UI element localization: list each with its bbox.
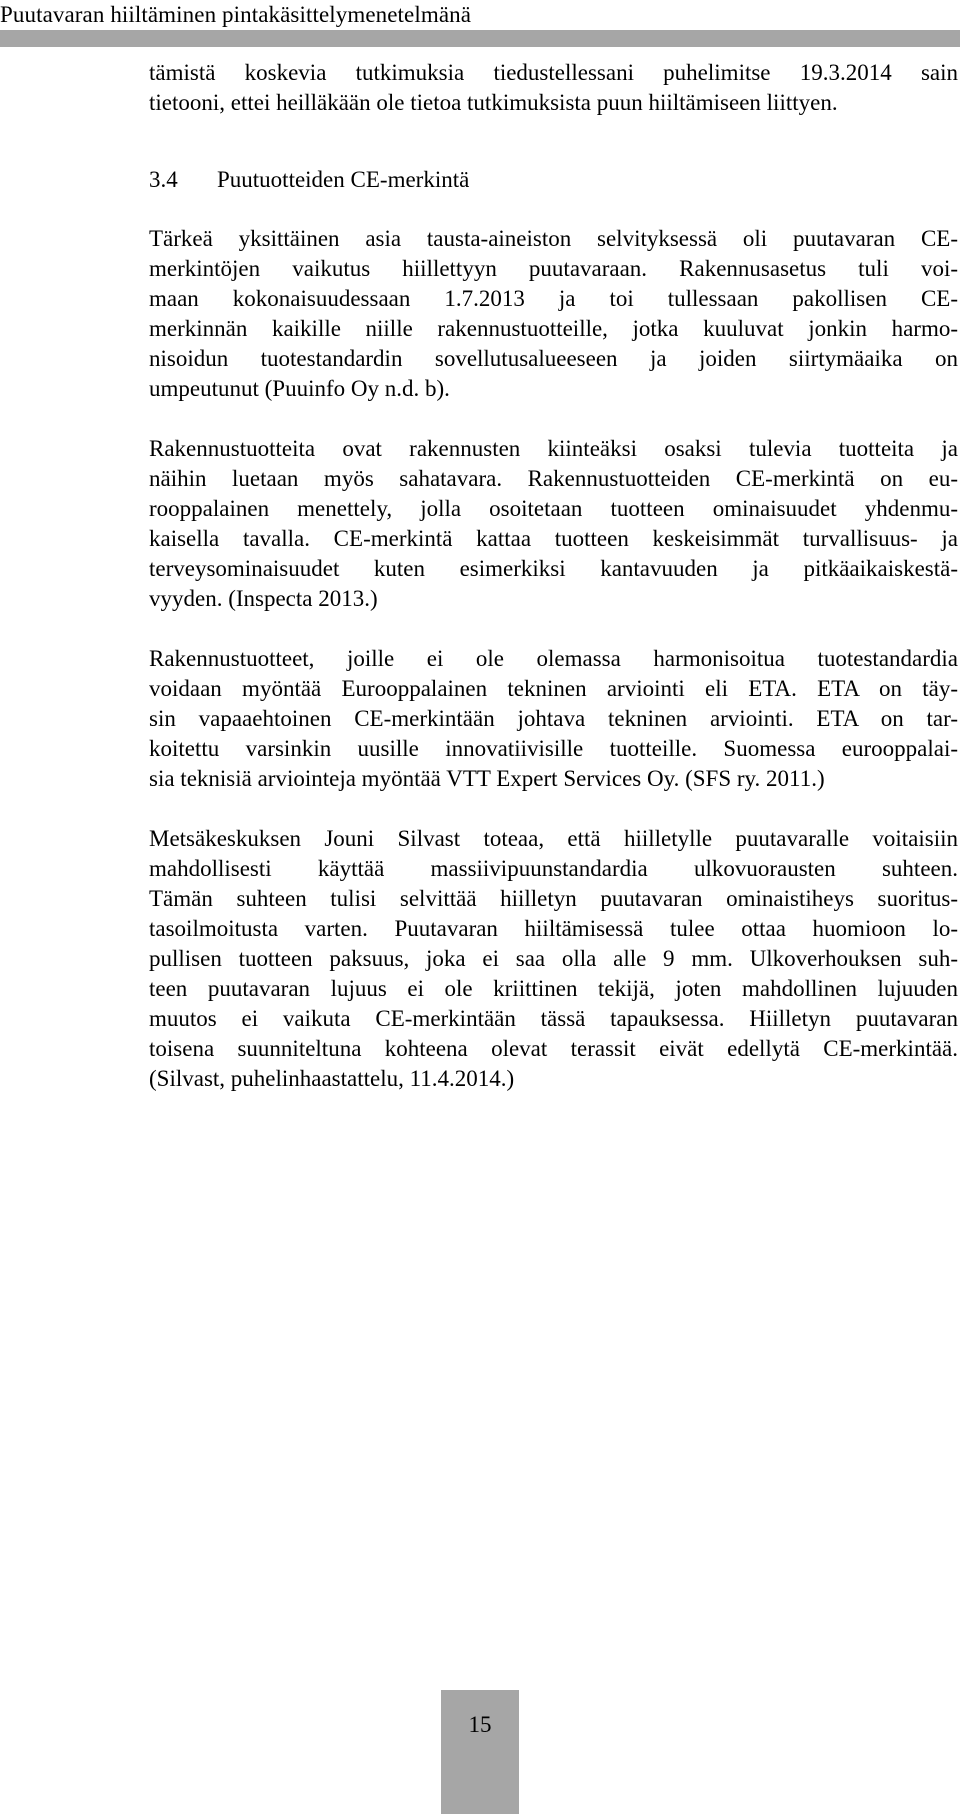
- text-line: näihin luetaan myös sahatavara. Rakennustuotteiden CE-merkintä on eu-: [149, 466, 958, 491]
- text-line: merkintöjen vaikutus hiillettyyn puutavaraan. Rakennusasetus tuli voi-: [149, 256, 958, 281]
- text-line: mahdollisesti käyttää massiivipuunstandardia ulkovuorausten suhteen.: [149, 856, 958, 881]
- text-line: maan kokonaisuudessaan 1.7.2013 ja toi tullessaan pakollisen CE-: [149, 286, 958, 311]
- text-line: tämistä koskevia tutkimuksia tiedustellessani puhelimitse 19.3.2014 sain: [149, 60, 958, 85]
- page-number-box: [441, 1690, 519, 1814]
- section-heading: [0, 165, 958, 195]
- text-line: umpeutunut (Puuinfo Oy n.d. b).: [149, 376, 450, 401]
- text-line: pullisen tuotteen paksuus, joka ei saa olla alle 9 mm. Ulkoverhouksen suh-: [149, 946, 958, 971]
- text-line: terveysominaisuudet kuten esimerkiksi kantavuuden ja pitkäaikaiskestä-: [149, 556, 958, 581]
- paragraph-construction-products: [149, 434, 958, 614]
- text-line: rooppalainen menettely, jolla osoitetaan tuotteen ominaisuudet yhdenmu-: [149, 496, 958, 521]
- text-line: sia teknisiä arviointeja myöntää VTT Expert Services Oy. (SFS ry. 2011.): [149, 766, 825, 791]
- header-rule: [0, 30, 960, 47]
- paragraph-ce-regulation: [149, 224, 958, 404]
- intro-paragraph: [149, 58, 958, 118]
- page-body: [149, 58, 958, 1094]
- text-line: tasoilmoitusta varten. Puutavaran hiiltämisessä tulee ottaa huomioon lo-: [149, 916, 958, 941]
- text-line: teen puutavaran lujuus ei ole kriittinen tekijä, joten mahdollinen lujuuden: [149, 976, 958, 1001]
- text-line: nisoidun tuotestandardin sovellutusalueeseen ja joiden siirtymäaika on: [149, 346, 958, 371]
- text-line: toisena suunniteltuna kohteena olevat terassit eivät edellytä CE-merkintää.: [149, 1036, 958, 1061]
- text-line: Rakennustuotteita ovat rakennusten kiinteäksi osaksi tulevia tuotteita ja: [149, 436, 958, 461]
- text-line: merkinnän kaikille niille rakennustuotteille, jotka kuuluvat jonkin harmo-: [149, 316, 958, 341]
- text-line: vyyden. (Inspecta 2013.): [149, 586, 378, 611]
- paragraph-eta: [149, 644, 958, 794]
- text-line: kaisella tavalla. CE-merkintä kattaa tuotteen keskeisimmät turvallisuus- ja: [149, 526, 958, 551]
- paragraph-silvast-interview: [149, 824, 958, 1094]
- text-line: Tämän suhteen tulisi selvittää hiilletyn puutavaran ominaistiheys suoritus-: [149, 886, 958, 911]
- running-header-title: Puutavaran hiiltäminen pintakäsittelymenetelmänä: [0, 2, 472, 27]
- text-line: Metsäkeskuksen Jouni Silvast toteaa, että hiilletylle puutavaralle voitaisiin: [149, 826, 958, 851]
- section-number: 3.4: [149, 167, 178, 192]
- text-line: Rakennustuotteet, joille ei ole olemassa harmonisoitua tuotestandardia: [149, 646, 958, 671]
- text-line: (Silvast, puhelinhaastattelu, 11.4.2014.): [149, 1066, 515, 1091]
- text-line: Tärkeä yksittäinen asia tausta-aineiston selvityksessä oli puutavaran CE-: [149, 226, 958, 251]
- text-line: sin vapaaehtoinen CE-merkintään johtava tekninen arviointi. ETA on tar-: [149, 706, 958, 731]
- page-number: 15: [468, 1712, 492, 1737]
- text-line: muutos ei vaikuta CE-merkintään tässä tapauksessa. Hiilletyn puutavaran: [149, 1006, 958, 1031]
- section-title: Puutuotteiden CE-merkintä: [217, 167, 470, 192]
- text-line: voidaan myöntää Eurooppalainen tekninen arviointi eli ETA. ETA on täy-: [149, 676, 958, 701]
- text-line: koitettu varsinkin uusille innovatiivisille tuotteille. Suomessa eurooppalai-: [149, 736, 958, 761]
- text-line: tietooni, ettei heilläkään ole tietoa tutkimuksista puun hiiltämiseen liittyen.: [149, 90, 838, 115]
